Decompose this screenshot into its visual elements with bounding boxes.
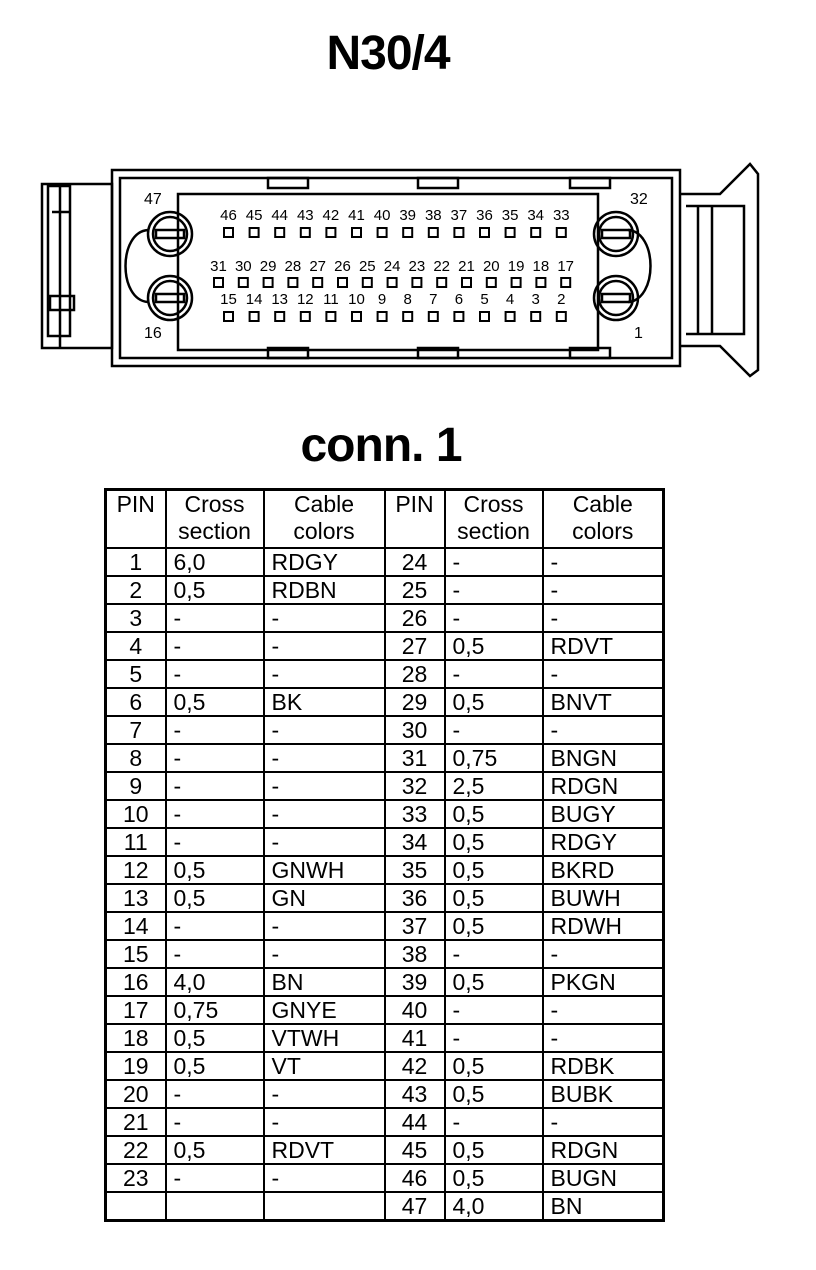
pin-number-label: 3 — [531, 291, 540, 308]
right-cable-color-cell: - — [543, 716, 664, 744]
left-cable-color-cell: RDBN — [264, 576, 385, 604]
pin-number-label: 12 — [296, 291, 314, 308]
pin-socket — [480, 312, 489, 321]
pin-number-label: 4 — [505, 291, 515, 308]
pin-socket — [239, 278, 248, 287]
right-cable-color-cell: PKGN — [543, 968, 664, 996]
pin-number-label: 45 — [245, 207, 263, 224]
pin-number-label: 37 — [450, 207, 468, 224]
pin-socket — [275, 312, 284, 321]
pin-number-label: 10 — [348, 291, 365, 308]
left-cable-color-cell — [264, 1192, 385, 1221]
pin-socket — [214, 278, 223, 287]
page-title: N30/4 — [326, 27, 450, 80]
pin-number-label: 23 — [408, 258, 426, 275]
connector-diagram — [0, 150, 790, 390]
pin-socket — [506, 228, 515, 237]
table-row — [106, 548, 664, 576]
pin-number-label: 13 — [271, 291, 289, 308]
left-pin-cell: 5 — [106, 660, 166, 688]
right-pin-cell: 28 — [385, 660, 445, 688]
pin-socket — [326, 312, 335, 321]
left-pin-cell: 10 — [106, 800, 166, 828]
right-cross-section-cell: 0,5 — [445, 828, 543, 856]
left-pin-cell: 19 — [106, 1052, 166, 1080]
right-cable-color-cell: BUBK — [543, 1080, 664, 1108]
right-cross-section-cell: 0,5 — [445, 1080, 543, 1108]
table-row — [106, 912, 664, 940]
left-cable-color-cell: - — [264, 1164, 385, 1192]
right-pin-cell: 36 — [385, 884, 445, 912]
left-pin-cell: 15 — [106, 940, 166, 968]
left-pin-cell: 12 — [106, 856, 166, 884]
right-cable-color-cell: BNVT — [543, 688, 664, 716]
right-cable-color-cell: BUGN — [543, 1164, 664, 1192]
left-pin-cell: 11 — [106, 828, 166, 856]
left-cross-section-cell: - — [166, 660, 264, 688]
right-pin-cell: 37 — [385, 912, 445, 940]
left-pin-cell: 17 — [106, 996, 166, 1024]
left-pin-cell: 14 — [106, 912, 166, 940]
pin-socket — [429, 228, 438, 237]
pin-number-label: 5 — [480, 291, 489, 308]
cable-hood — [680, 164, 758, 376]
screw-bottom-left — [148, 276, 192, 320]
table-row — [106, 800, 664, 828]
left-cable-color-cell: - — [264, 1108, 385, 1136]
header-cable-colors-left: Cable colors — [264, 490, 385, 549]
left-cable-color-cell: - — [264, 632, 385, 660]
pin-number-label: 11 — [323, 291, 339, 308]
right-cross-section-cell: 0,5 — [445, 912, 543, 940]
right-cable-color-cell: - — [543, 1024, 664, 1052]
right-cross-section-cell: 0,5 — [445, 688, 543, 716]
right-pin-cell: 43 — [385, 1080, 445, 1108]
pin-number-label: 17 — [557, 258, 575, 275]
right-cross-section-cell: 0,5 — [445, 800, 543, 828]
right-pin-cell: 27 — [385, 632, 445, 660]
right-cable-color-cell: - — [543, 940, 664, 968]
pin-socket — [301, 312, 310, 321]
pin-socket — [557, 312, 566, 321]
screw-top-right — [594, 212, 638, 256]
right-cross-section-cell: - — [445, 996, 543, 1024]
table-row — [106, 716, 664, 744]
left-cross-section-cell — [166, 1192, 264, 1221]
right-pin-cell: 25 — [385, 576, 445, 604]
pin-number-label: 22 — [433, 258, 451, 275]
right-pin-cell: 39 — [385, 968, 445, 996]
right-pin-cell: 33 — [385, 800, 445, 828]
left-cable-color-cell: - — [264, 716, 385, 744]
pin-number-label: 24 — [383, 258, 401, 275]
pin-number-label: 19 — [507, 258, 525, 275]
table-row — [106, 968, 664, 996]
pin-number-label: 28 — [284, 258, 302, 275]
pin-number-label: 44 — [271, 207, 289, 224]
pin-number-label: 34 — [527, 207, 545, 224]
table-row — [106, 1052, 664, 1080]
left-pin-cell: 16 — [106, 968, 166, 996]
table-row — [106, 940, 664, 968]
right-cross-section-cell: - — [445, 576, 543, 604]
table-row — [106, 1164, 664, 1192]
pin-number-label: 43 — [296, 207, 314, 224]
left-pin-cell: 2 — [106, 576, 166, 604]
pin-socket — [512, 278, 521, 287]
right-cross-section-cell: - — [445, 1108, 543, 1136]
left-pin-cell: 4 — [106, 632, 166, 660]
pin-socket — [557, 228, 566, 237]
right-cross-section-cell: 2,5 — [445, 772, 543, 800]
left-cable-color-cell: - — [264, 1080, 385, 1108]
table-row — [106, 1024, 664, 1052]
right-pin-cell: 46 — [385, 1164, 445, 1192]
right-cable-color-cell: - — [543, 996, 664, 1024]
right-cross-section-cell: - — [445, 716, 543, 744]
header-cross-section-left: Cross section — [166, 490, 264, 549]
right-cross-section-cell: 0,75 — [445, 744, 543, 772]
right-pin-cell: 32 — [385, 772, 445, 800]
left-cable-color-cell: BN — [264, 968, 385, 996]
right-pin-cell: 26 — [385, 604, 445, 632]
header-cable-colors-right: Cable colors — [543, 490, 664, 549]
pin-number-label: 25 — [358, 258, 376, 275]
left-pin-cell: 21 — [106, 1108, 166, 1136]
right-cable-color-cell: BUGY — [543, 800, 664, 828]
pin-socket — [301, 228, 310, 237]
left-cable-color-cell: - — [264, 828, 385, 856]
right-pin-cell: 35 — [385, 856, 445, 884]
left-cross-section-cell: - — [166, 604, 264, 632]
left-pin-cell: 3 — [106, 604, 166, 632]
left-cross-section-cell: 0,5 — [166, 576, 264, 604]
corner-label-32: 32 — [630, 191, 648, 208]
right-cable-color-cell: RDGN — [543, 1136, 664, 1164]
pin-number-label: 38 — [424, 207, 442, 224]
corner-label-16: 16 — [144, 325, 162, 342]
left-cross-section-cell: 0,75 — [166, 996, 264, 1024]
right-pin-cell: 47 — [385, 1192, 445, 1221]
right-cable-color-cell: - — [543, 548, 664, 576]
table-row — [106, 828, 664, 856]
right-cable-color-cell: RDGY — [543, 828, 664, 856]
pin-number-label: 6 — [454, 291, 464, 308]
left-pin-cell: 23 — [106, 1164, 166, 1192]
pin-socket — [454, 312, 463, 321]
left-cable-color-cell: - — [264, 604, 385, 632]
corner-label-47: 47 — [144, 191, 162, 208]
left-cross-section-cell: - — [166, 744, 264, 772]
left-cable-color-cell: GNWH — [264, 856, 385, 884]
left-cross-section-cell: 0,5 — [166, 856, 264, 884]
left-cross-section-cell: 0,5 — [166, 1024, 264, 1052]
left-clip — [42, 184, 112, 348]
pin-number-label: 20 — [482, 258, 500, 275]
left-cable-color-cell: - — [264, 772, 385, 800]
left-cable-color-cell: BK — [264, 688, 385, 716]
left-cable-color-cell: RDVT — [264, 1136, 385, 1164]
left-pin-cell — [106, 1192, 166, 1221]
left-cross-section-cell: - — [166, 800, 264, 828]
pin-number-label: 36 — [476, 207, 493, 224]
pin-socket — [480, 228, 489, 237]
header-pin-left: PIN — [106, 490, 166, 549]
left-pin-cell: 6 — [106, 688, 166, 716]
left-cable-color-cell: - — [264, 744, 385, 772]
left-pin-cell: 8 — [106, 744, 166, 772]
right-pin-cell: 44 — [385, 1108, 445, 1136]
right-cable-color-cell: BKRD — [543, 856, 664, 884]
right-cable-color-cell: BNGN — [543, 744, 664, 772]
pin-socket — [326, 228, 335, 237]
left-cross-section-cell: - — [166, 716, 264, 744]
table-row — [106, 1108, 664, 1136]
left-cross-section-cell: - — [166, 772, 264, 800]
right-pin-cell: 42 — [385, 1052, 445, 1080]
table-row — [106, 772, 664, 800]
left-cross-section-cell: - — [166, 1080, 264, 1108]
table-row — [106, 884, 664, 912]
right-cross-section-cell: 0,5 — [445, 1136, 543, 1164]
pin-socket — [454, 228, 463, 237]
left-pin-cell: 9 — [106, 772, 166, 800]
right-cross-section-cell: 0,5 — [445, 632, 543, 660]
pin-socket — [288, 278, 297, 287]
header-pin-right: PIN — [385, 490, 445, 549]
left-cable-color-cell: VTWH — [264, 1024, 385, 1052]
right-pin-cell: 45 — [385, 1136, 445, 1164]
pin-number-label: 29 — [259, 258, 277, 275]
left-cross-section-cell: 0,5 — [166, 688, 264, 716]
left-cross-section-cell: 4,0 — [166, 968, 264, 996]
right-cross-section-cell: - — [445, 940, 543, 968]
pin-socket — [250, 312, 259, 321]
pin-socket — [506, 312, 515, 321]
pin-socket — [403, 228, 412, 237]
right-cross-section-cell: 0,5 — [445, 968, 543, 996]
left-cross-section-cell: 6,0 — [166, 548, 264, 576]
right-cable-color-cell: RDVT — [543, 632, 664, 660]
pin-socket — [224, 228, 233, 237]
pin-number-label: 46 — [220, 207, 237, 224]
table-row — [106, 1192, 664, 1221]
pin-number-label: 39 — [399, 207, 417, 224]
header-cross-section-right: Cross section — [445, 490, 543, 549]
pin-number-label: 30 — [234, 258, 252, 275]
right-cross-section-cell: - — [445, 660, 543, 688]
right-cable-color-cell: BN — [543, 1192, 664, 1221]
pin-socket — [531, 312, 540, 321]
pin-number-label: 27 — [309, 258, 327, 275]
left-pin-cell: 18 — [106, 1024, 166, 1052]
right-pin-cell: 29 — [385, 688, 445, 716]
right-cross-section-cell: 0,5 — [445, 1052, 543, 1080]
pin-number-label: 40 — [373, 207, 391, 224]
table-row — [106, 632, 664, 660]
pin-socket — [531, 228, 540, 237]
right-cross-section-cell: - — [445, 604, 543, 632]
table-row — [106, 660, 664, 688]
right-cable-color-cell: RDWH — [543, 912, 664, 940]
right-cross-section-cell: 4,0 — [445, 1192, 543, 1221]
right-cable-color-cell: - — [543, 660, 664, 688]
left-cable-color-cell: GN — [264, 884, 385, 912]
pin-number-label: 31 — [210, 258, 227, 275]
left-pin-cell: 22 — [106, 1136, 166, 1164]
pin-number-label: 18 — [532, 258, 550, 275]
left-pin-cell: 1 — [106, 548, 166, 576]
pin-socket — [338, 278, 347, 287]
left-cross-section-cell: 0,5 — [166, 1136, 264, 1164]
pin-socket — [352, 312, 361, 321]
right-cross-section-cell: - — [445, 1024, 543, 1052]
right-pin-cell: 24 — [385, 548, 445, 576]
pin-socket — [224, 312, 233, 321]
left-cable-color-cell: VT — [264, 1052, 385, 1080]
left-cross-section-cell: - — [166, 1108, 264, 1136]
pin-socket — [561, 278, 570, 287]
left-cross-section-cell: - — [166, 632, 264, 660]
pin-socket — [429, 312, 438, 321]
pin-socket — [536, 278, 545, 287]
right-cable-color-cell: - — [543, 604, 664, 632]
pin-socket — [250, 228, 259, 237]
right-cable-color-cell: - — [543, 576, 664, 604]
left-cross-section-cell: - — [166, 912, 264, 940]
left-cable-color-cell: - — [264, 912, 385, 940]
left-cross-section-cell: - — [166, 940, 264, 968]
right-cable-color-cell: - — [543, 1108, 664, 1136]
left-cable-color-cell: GNYE — [264, 996, 385, 1024]
right-pin-cell: 38 — [385, 940, 445, 968]
pin-number-label: 8 — [403, 291, 412, 308]
pin-socket — [462, 278, 471, 287]
pin-assignment-table — [104, 488, 665, 1222]
pin-socket — [378, 312, 387, 321]
table-header-row — [106, 490, 664, 549]
left-pin-cell: 7 — [106, 716, 166, 744]
right-pin-cell: 31 — [385, 744, 445, 772]
pin-socket — [437, 278, 446, 287]
left-cable-color-cell: - — [264, 660, 385, 688]
left-cable-color-cell: - — [264, 940, 385, 968]
pin-socket — [264, 278, 273, 287]
table-row — [106, 856, 664, 884]
pin-number-label: 15 — [220, 291, 237, 308]
pin-socket — [363, 278, 372, 287]
pin-number-label: 14 — [245, 291, 263, 308]
table-row — [106, 604, 664, 632]
pin-socket — [313, 278, 322, 287]
left-cable-color-cell: - — [264, 800, 385, 828]
left-cross-section-cell: 0,5 — [166, 1052, 264, 1080]
left-cross-section-cell: 0,5 — [166, 884, 264, 912]
pin-number-label: 26 — [334, 258, 351, 275]
left-cross-section-cell: - — [166, 828, 264, 856]
pin-socket — [378, 228, 387, 237]
table-row — [106, 996, 664, 1024]
pin-socket — [388, 278, 397, 287]
right-cable-color-cell: BUWH — [543, 884, 664, 912]
right-cross-section-cell: 0,5 — [445, 1164, 543, 1192]
pin-number-label: 9 — [377, 291, 387, 308]
left-cross-section-cell: - — [166, 1164, 264, 1192]
right-cross-section-cell: - — [445, 548, 543, 576]
right-cross-section-cell: 0,5 — [445, 856, 543, 884]
left-pin-cell: 13 — [106, 884, 166, 912]
pin-socket — [352, 228, 361, 237]
left-pin-cell: 20 — [106, 1080, 166, 1108]
pin-number-label: 7 — [429, 291, 438, 308]
pin-number-label: 33 — [552, 207, 570, 224]
right-cross-section-cell: 0,5 — [445, 884, 543, 912]
screw-top-left — [148, 212, 192, 256]
right-cable-color-cell: RDGN — [543, 772, 664, 800]
pin-number-label: 42 — [322, 207, 340, 224]
pin-number-label: 41 — [348, 207, 365, 224]
screw-bottom-right — [594, 276, 638, 320]
pin-socket — [487, 278, 496, 287]
right-cable-color-cell: RDBK — [543, 1052, 664, 1080]
connector-title: conn. 1 — [300, 419, 462, 472]
table-row — [106, 1136, 664, 1164]
right-pin-cell: 40 — [385, 996, 445, 1024]
table-row — [106, 1080, 664, 1108]
left-cable-color-cell: RDGY — [264, 548, 385, 576]
pin-number-label: 35 — [501, 207, 519, 224]
pin-socket — [403, 312, 412, 321]
pin-socket — [412, 278, 421, 287]
pin-socket — [275, 228, 284, 237]
corner-label-1: 1 — [634, 325, 643, 342]
right-pin-cell: 34 — [385, 828, 445, 856]
table-row — [106, 688, 664, 716]
right-pin-cell: 41 — [385, 1024, 445, 1052]
right-pin-cell: 30 — [385, 716, 445, 744]
pin-number-label: 2 — [557, 291, 566, 308]
pin-number-label: 21 — [458, 258, 475, 275]
table-row — [106, 576, 664, 604]
table-row — [106, 744, 664, 772]
